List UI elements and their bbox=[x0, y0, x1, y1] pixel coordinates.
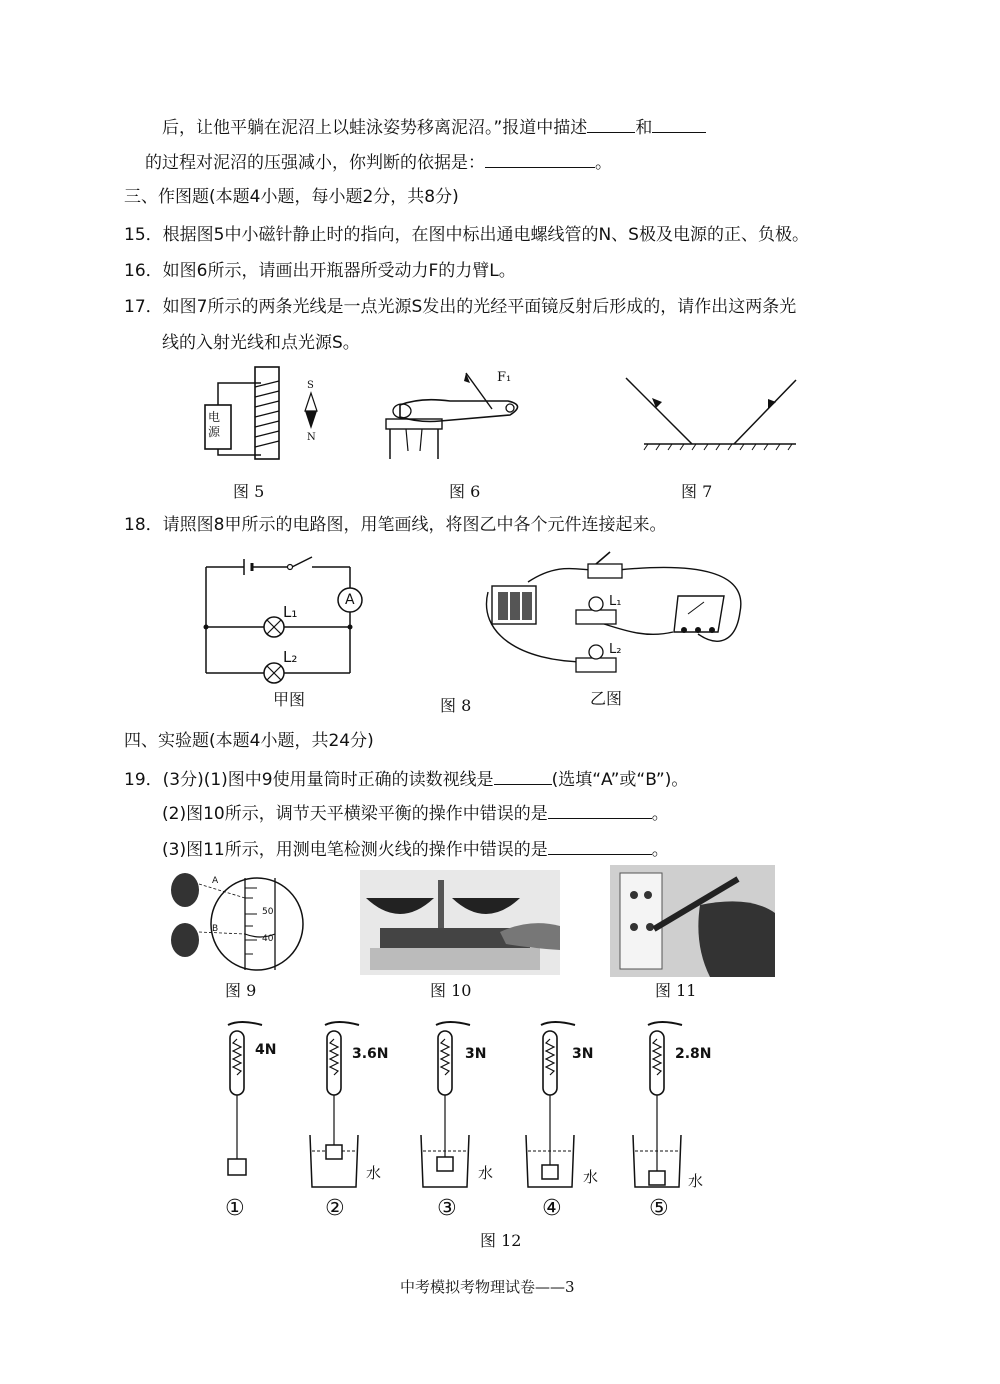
reading-4: 3N bbox=[572, 1046, 594, 1062]
setup-label-2: ② bbox=[325, 1196, 345, 1221]
yi-caption: 乙图 bbox=[590, 689, 623, 708]
setup-4 bbox=[526, 1022, 575, 1187]
compass-n-label: N bbox=[307, 432, 316, 443]
blank bbox=[548, 838, 652, 855]
physical-lamp-l2-label: L₂ bbox=[609, 642, 622, 657]
reading-1: 4N bbox=[255, 1042, 277, 1058]
figure-5-caption: 图 5 bbox=[233, 482, 265, 501]
setup-label-1: ① bbox=[225, 1196, 245, 1221]
water-label-2: 水 bbox=[366, 1164, 382, 1182]
question-18: 18．请照图8甲所示的电路图，用笔画线，将图乙中各个元件连接起来。 bbox=[124, 515, 667, 535]
question-19-3 bbox=[162, 838, 669, 861]
question-19-3-b: 。 bbox=[651, 840, 669, 860]
page-footer: 中考模拟考物理试卷——3 bbox=[400, 1278, 575, 1296]
reading-2: 3.6N bbox=[352, 1046, 389, 1062]
blank bbox=[587, 116, 635, 133]
text-line-2-b: 。 bbox=[595, 153, 612, 173]
figure-10-balance-photo bbox=[360, 870, 560, 975]
blank bbox=[485, 151, 595, 168]
figure-10-caption: 图 10 bbox=[430, 981, 472, 1000]
compass-s-label: S bbox=[307, 380, 314, 391]
blank bbox=[548, 802, 652, 819]
question-19-2 bbox=[162, 802, 669, 825]
question-19-1-b: (选填“A”或“B”)。 bbox=[551, 770, 689, 790]
water-label-5: 水 bbox=[688, 1172, 704, 1190]
question-17-line-2: 线的入射光线和点光源S。 bbox=[162, 333, 360, 353]
blank bbox=[652, 116, 706, 133]
power-label: 电源 bbox=[208, 410, 221, 439]
physical-lamp-l1-label: L₁ bbox=[609, 594, 622, 609]
question-15: 15．根据图5中小磁针静止时的指向，在图中标出通电螺线管的N、S极及电源的正、负极。 bbox=[124, 225, 809, 245]
water-label-4: 水 bbox=[583, 1168, 599, 1186]
figure-8-physical-circuit bbox=[478, 552, 748, 682]
water-label-3: 水 bbox=[478, 1164, 494, 1182]
section-4-heading: 四、实验题(本题4小题，共24分) bbox=[124, 731, 374, 751]
reading-5: 2.8N bbox=[675, 1046, 712, 1062]
sight-line-b-label: B bbox=[212, 924, 219, 934]
question-19-1 bbox=[124, 768, 688, 791]
figure-11-caption: 图 11 bbox=[655, 981, 697, 1000]
setup-3 bbox=[421, 1022, 470, 1187]
question-19-1-a: 19．(3分)(1)图中9使用量筒时正确的读数视线是 bbox=[124, 770, 494, 790]
text-line-1-b: 和 bbox=[635, 118, 653, 138]
force-f1-label: F₁ bbox=[497, 370, 512, 385]
figure-11-test-pen-photo bbox=[610, 865, 775, 977]
figure-12-caption: 图 12 bbox=[480, 1231, 522, 1250]
figure-6-caption: 图 6 bbox=[449, 482, 481, 501]
question-19-2-a: (2)图10所示，调节天平横梁平衡的操作中错误的是 bbox=[162, 804, 548, 824]
jia-caption: 甲图 bbox=[273, 690, 306, 709]
question-16: 16．如图6所示，请画出开瓶器所受动力F的力臂L。 bbox=[124, 261, 516, 281]
lamp-l2-label: L₂ bbox=[283, 648, 298, 666]
setup-label-5: ⑤ bbox=[649, 1196, 669, 1221]
lamp-l1-label: L₁ bbox=[283, 603, 298, 621]
figure-7-caption: 图 7 bbox=[681, 482, 713, 501]
section-3-heading: 三、作图题(本题4小题，每小题2分，共8分) bbox=[124, 187, 459, 207]
question-19-2-b: 。 bbox=[651, 804, 669, 824]
figure-7-diagram bbox=[620, 370, 810, 460]
reading-3: 3N bbox=[465, 1046, 487, 1062]
question-19-3-a: (3)图11所示，用测电笔检测火线的操作中错误的是 bbox=[162, 840, 548, 860]
setup-label-4: ④ bbox=[542, 1196, 562, 1221]
text-line-2 bbox=[145, 151, 612, 174]
figure-9-graduated-cylinder bbox=[165, 868, 305, 973]
question-17-line-1: 17．如图7所示的两条光线是一点光源S发出的光经平面镜反射后形成的，请作出这两条光 bbox=[124, 297, 797, 317]
figure-9-caption: 图 9 bbox=[225, 981, 257, 1000]
tick-50-label: 50 bbox=[262, 907, 274, 917]
text-line-2-a: 的过程对泥沼的压强减小，你判断的依据是： bbox=[145, 153, 485, 173]
tick-40-label: 40 bbox=[262, 934, 274, 944]
sight-line-a-label: A bbox=[212, 876, 219, 886]
figure-8-caption: 图 8 bbox=[440, 696, 472, 715]
ammeter-label: A bbox=[345, 592, 355, 608]
text-line-1-a: 后，让他平躺在泥沼上以蛙泳姿势移离泥沼。”报道中描述 bbox=[162, 118, 588, 138]
blank bbox=[494, 768, 552, 785]
setup-label-3: ③ bbox=[437, 1196, 457, 1221]
text-line-1 bbox=[162, 116, 706, 139]
